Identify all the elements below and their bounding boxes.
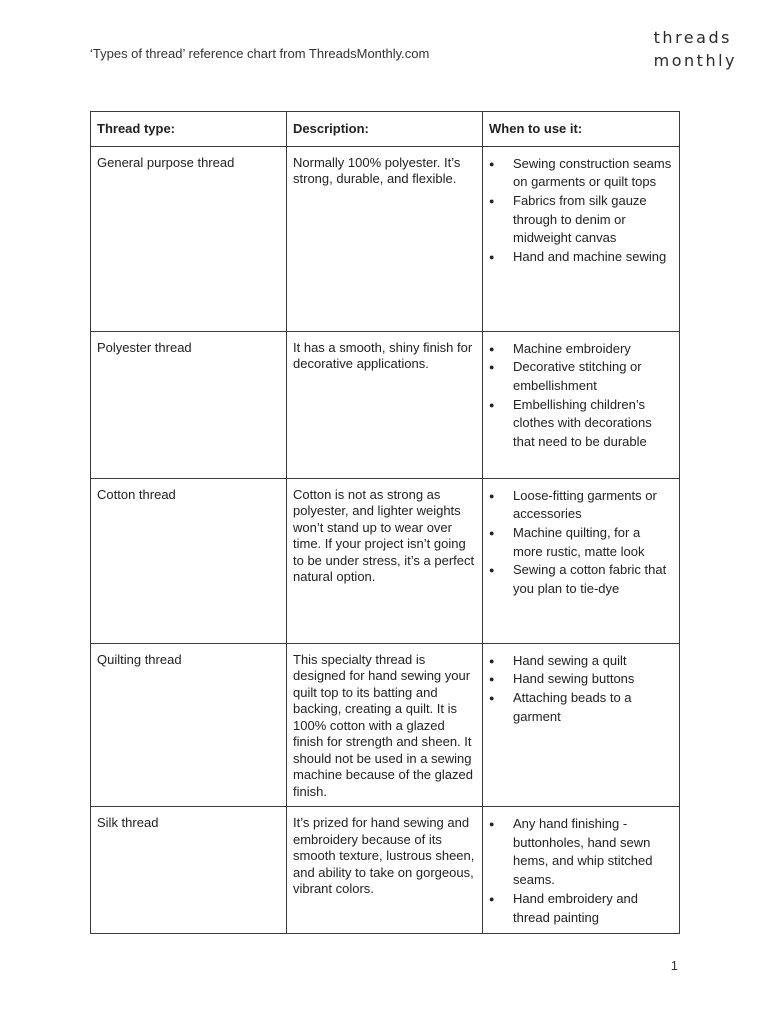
header-note: ‘Types of thread’ reference chart from ThreadsMonthly.com xyxy=(90,46,430,61)
brand-logo xyxy=(654,26,737,72)
list-item: ● Sewing construction seams on garments or quilt tops xyxy=(489,155,673,192)
table-header-row xyxy=(91,112,680,147)
description-cell: It has a smooth, shiny finish for decorative applications. xyxy=(287,331,483,478)
uses-list xyxy=(489,815,673,927)
column-header-thread-type: Thread type: xyxy=(91,112,287,147)
table-row xyxy=(91,146,680,331)
list-item: ● Machine embroidery xyxy=(489,340,673,359)
thread-type-cell: Cotton thread xyxy=(91,478,287,643)
list-item: ● Hand embroidery and thread painting xyxy=(489,890,673,927)
thread-type-cell: Silk thread xyxy=(91,807,287,934)
uses-list xyxy=(489,487,673,599)
uses-cell xyxy=(483,331,680,478)
description-cell: Normally 100% polyester. It’s strong, durable, and flexible. xyxy=(287,146,483,331)
table-row xyxy=(91,331,680,478)
list-item: ● Loose-fitting garments or accessories xyxy=(489,487,673,524)
logo-line-2: monthly xyxy=(653,51,737,70)
description-cell: This specialty thread is designed for hand sewing your quilt top to its batting and backing, creating a quilt. It is 100% cotton with a glazed finish for strength and sheen. It should not be used in a sewing machine because of the glazed finish. xyxy=(287,643,483,807)
logo-line-1: threads xyxy=(653,28,732,47)
list-item: ● Hand sewing a quilt xyxy=(489,652,673,671)
list-item: ● Fabrics from silk gauze through to denim or midweight canvas xyxy=(489,192,673,248)
thread-type-cell: General purpose thread xyxy=(91,146,287,331)
uses-list xyxy=(489,340,673,452)
thread-type-cell: Polyester thread xyxy=(91,331,287,478)
uses-cell xyxy=(483,643,680,807)
uses-cell xyxy=(483,807,680,934)
uses-list xyxy=(489,652,673,727)
list-item: ● Any hand finishing - buttonholes, hand sewn hems, and whip stitched seams. xyxy=(489,815,673,890)
uses-cell xyxy=(483,478,680,643)
column-header-description: Description: xyxy=(287,112,483,147)
list-item: ● Sewing a cotton fabric that you plan to tie-dye xyxy=(489,561,673,598)
table-row xyxy=(91,807,680,934)
list-item: ● Hand and machine sewing xyxy=(489,248,673,267)
thread-type-cell: Quilting thread xyxy=(91,643,287,807)
table-row xyxy=(91,478,680,643)
thread-reference-table xyxy=(90,111,680,934)
description-cell: It’s prized for hand sewing and embroidery because of its smooth texture, lustrous sheen, and ability to take on gorgeous, vibrant colors. xyxy=(287,807,483,934)
list-item: ● Attaching beads to a garment xyxy=(489,689,673,726)
table-row xyxy=(91,643,680,807)
list-item: ● Decorative stitching or embellishment xyxy=(489,358,673,395)
list-item: ● Machine quilting, for a more rustic, matte look xyxy=(489,524,673,561)
column-header-when-to-use: When to use it: xyxy=(483,112,680,147)
uses-cell xyxy=(483,146,680,331)
page-number: 1 xyxy=(670,958,678,973)
description-cell: Cotton is not as strong as polyester, and lighter weights won’t stand up to wear over time. If your project isn’t going to be under stress, it’s a perfect natural option. xyxy=(287,478,483,643)
uses-list xyxy=(489,155,673,267)
list-item: ● Hand sewing buttons xyxy=(489,670,673,689)
list-item: ● Embellishing children’s clothes with decorations that need to be durable xyxy=(489,396,673,452)
